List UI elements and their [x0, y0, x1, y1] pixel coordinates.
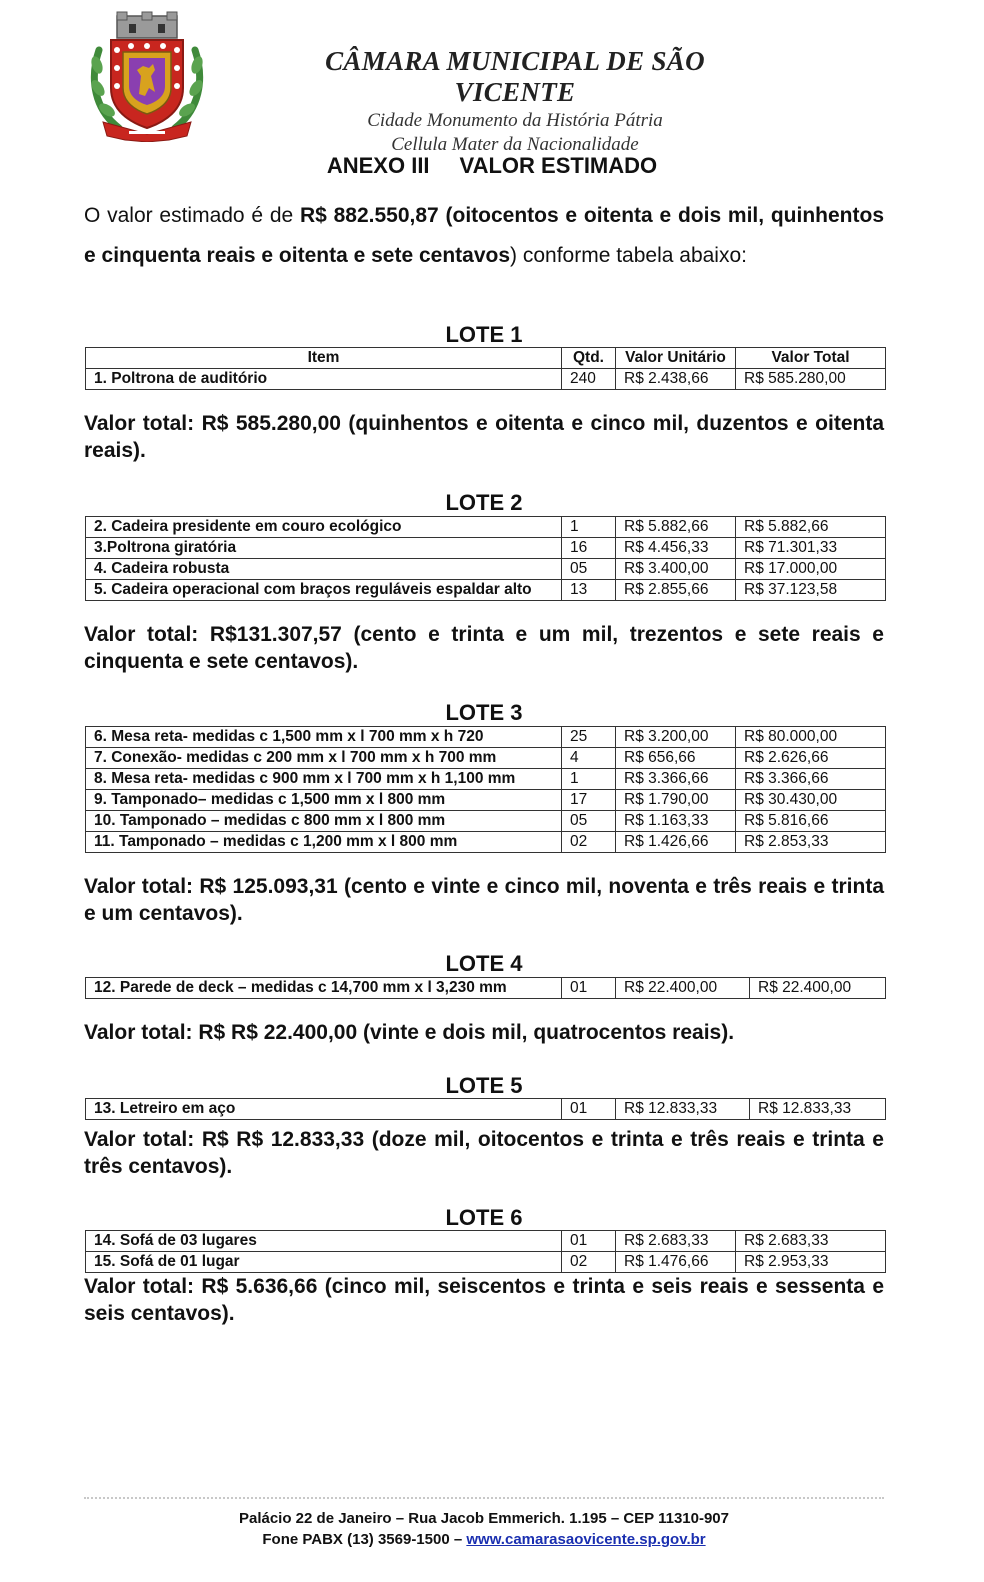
- unit-cell: R$ 1.426,66: [616, 832, 736, 853]
- lot-3-table: [85, 726, 886, 853]
- item-cell: 12. Parede de deck – medidas c 14,700 mm x l 3,230 mm: [86, 978, 562, 999]
- qty-cell: 4: [562, 748, 616, 769]
- qty-cell: 16: [562, 538, 616, 559]
- org-motto-1: Cidade Monumento da História Pátria: [367, 110, 663, 131]
- qty-cell: 13: [562, 580, 616, 601]
- lot-6-title: LOTE 6: [445, 1205, 523, 1230]
- letterhead: [280, 46, 750, 156]
- table-row: [86, 559, 886, 580]
- annex-heading: [0, 153, 984, 179]
- table-row: [86, 517, 886, 538]
- item-cell: 9. Tamponado– medidas c 1,500 mm x l 800 mm: [86, 790, 562, 811]
- intro-suffix: ) conforme tabela abaixo:: [510, 244, 747, 267]
- total-cell: R$ 17.000,00: [736, 559, 886, 580]
- lot-5-total: Valor total: R$ R$ 12.833,33 (doze mil, oitocentos e trinta e três reais e trinta e três centavos).: [84, 1128, 884, 1178]
- annex-title: VALOR ESTIMADO: [459, 153, 658, 178]
- org-name: CÂMARA MUNICIPAL DE SÃO VICENTE: [325, 46, 705, 107]
- qty-cell: 05: [562, 559, 616, 580]
- table-row: [86, 1252, 886, 1273]
- item-cell: 13. Letreiro em aço: [86, 1099, 562, 1120]
- footer-phone: Fone PABX (13) 3569-1500 –: [262, 1531, 463, 1548]
- lot-4-total: Valor total: R$ R$ 22.400,00 (vinte e dois mil, quatrocentos reais).: [84, 1021, 735, 1044]
- table-header-row: [86, 348, 886, 369]
- lot-5-table: [85, 1098, 886, 1120]
- qty-cell: 02: [562, 832, 616, 853]
- header-total: Valor Total: [736, 348, 886, 369]
- total-cell: R$ 22.400,00: [750, 978, 886, 999]
- table-row: [86, 811, 886, 832]
- unit-cell: R$ 3.366,66: [616, 769, 736, 790]
- unit-cell: R$ 2.683,33: [616, 1231, 736, 1252]
- lot-2-title: LOTE 2: [445, 490, 523, 515]
- lot-6-total: Valor total: R$ 5.636,66 (cinco mil, seiscentos e trinta e seis reais e sessenta e seis centavos).: [84, 1275, 884, 1325]
- unit-cell: R$ 3.200,00: [616, 727, 736, 748]
- qty-cell: 02: [562, 1252, 616, 1273]
- item-cell: 10. Tamponado – medidas c 800 mm x l 800 mm: [86, 811, 562, 832]
- total-cell: R$ 2.683,33: [736, 1231, 886, 1252]
- total-cell: R$ 80.000,00: [736, 727, 886, 748]
- table-row: [86, 978, 886, 999]
- unit-cell: R$ 12.833,33: [616, 1099, 750, 1120]
- footer-contact: [0, 1529, 968, 1550]
- item-cell: 3.Poltrona giratória: [86, 538, 562, 559]
- total-cell: R$ 71.301,33: [736, 538, 886, 559]
- qty-cell: 1: [562, 769, 616, 790]
- lot-5-title: LOTE 5: [445, 1073, 523, 1098]
- footer: [0, 1508, 968, 1550]
- item-cell: 6. Mesa reta- medidas c 1,500 mm x l 700 mm x h 720: [86, 727, 562, 748]
- footer-divider: [84, 1497, 884, 1499]
- lot-4-table: [85, 977, 886, 999]
- table-row: [86, 1231, 886, 1252]
- unit-cell: R$ 2.855,66: [616, 580, 736, 601]
- qty-cell: 25: [562, 727, 616, 748]
- intro-amount-words: (oitocentos e oitenta e dois mil, quinhentos e cinquenta reais e oitenta e sete centavos: [84, 204, 884, 267]
- table-row: [86, 580, 886, 601]
- footer-address: Palácio 22 de Janeiro – Rua Jacob Emmerich. 1.195 – CEP 11310-907: [238, 1510, 729, 1527]
- table-row: [86, 727, 886, 748]
- lot-3-total: Valor total: R$ 125.093,31 (cento e vinte e cinco mil, noventa e três reais e trinta e um centavos).: [84, 875, 884, 925]
- unit-cell: R$ 1.163,33: [616, 811, 736, 832]
- item-cell: 1. Poltrona de auditório: [86, 369, 562, 390]
- lot-1-total: Valor total: R$ 585.280,00 (quinhentos e oitenta e cinco mil, duzentos e oitenta reais).: [84, 412, 884, 462]
- qty-cell: 01: [562, 1099, 616, 1120]
- total-cell: R$ 12.833,33: [750, 1099, 886, 1120]
- intro-amount: R$ 882.550,87: [299, 204, 439, 227]
- qty-cell: 240: [562, 369, 616, 390]
- unit-cell: R$ 1.790,00: [616, 790, 736, 811]
- qty-cell: 1: [562, 517, 616, 538]
- intro-paragraph: [84, 196, 884, 276]
- header-qty: Qtd.: [562, 348, 616, 369]
- total-cell: R$ 5.816,66: [736, 811, 886, 832]
- total-cell: R$ 30.430,00: [736, 790, 886, 811]
- header-unit: Valor Unitário: [616, 348, 736, 369]
- unit-cell: R$ 22.400,00: [616, 978, 750, 999]
- table-row: [86, 769, 886, 790]
- qty-cell: 01: [562, 1231, 616, 1252]
- table-row: [86, 538, 886, 559]
- table-row: [86, 1099, 886, 1120]
- annex-label: ANEXO III: [326, 153, 430, 178]
- unit-cell: R$ 4.456,33: [616, 538, 736, 559]
- qty-cell: 17: [562, 790, 616, 811]
- table-row: [86, 832, 886, 853]
- item-cell: 15. Sofá de 01 lugar: [86, 1252, 562, 1273]
- lot-1-table: [85, 347, 886, 390]
- total-cell: R$ 2.626,66: [736, 748, 886, 769]
- lot-6-table: [85, 1230, 886, 1273]
- total-cell: R$ 2.853,33: [736, 832, 886, 853]
- website-link[interactable]: www.camarasaovicente.sp.gov.br: [466, 1531, 706, 1548]
- item-cell: 7. Conexão- medidas c 200 mm x l 700 mm x h 700 mm: [86, 748, 562, 769]
- table-row: [86, 790, 886, 811]
- total-cell: R$ 5.882,66: [736, 517, 886, 538]
- item-cell: 5. Cadeira operacional com braços reguláveis espaldar alto: [86, 580, 562, 601]
- unit-cell: R$ 1.476,66: [616, 1252, 736, 1273]
- total-cell: R$ 585.280,00: [736, 369, 886, 390]
- unit-cell: R$ 5.882,66: [616, 517, 736, 538]
- org-motto-2: Cellula Mater da Nacionalidade: [391, 134, 639, 155]
- total-cell: R$ 2.953,33: [736, 1252, 886, 1273]
- item-cell: 14. Sofá de 03 lugares: [86, 1231, 562, 1252]
- item-cell: 4. Cadeira robusta: [86, 559, 562, 580]
- unit-cell: R$ 2.438,66: [616, 369, 736, 390]
- lot-2-table: [85, 516, 886, 601]
- item-cell: 11. Tamponado – medidas c 1,200 mm x l 800 mm: [86, 832, 562, 853]
- table-row: [86, 748, 886, 769]
- lot-1-title: LOTE 1: [445, 322, 523, 347]
- header-item: Item: [86, 348, 562, 369]
- item-cell: 8. Mesa reta- medidas c 900 mm x l 700 mm x h 1,100 mm: [86, 769, 562, 790]
- total-cell: R$ 37.123,58: [736, 580, 886, 601]
- intro-prefix: O valor estimado é de: [84, 204, 294, 227]
- unit-cell: R$ 3.400,00: [616, 559, 736, 580]
- table-row: [86, 369, 886, 390]
- total-cell: R$ 3.366,66: [736, 769, 886, 790]
- lot-2-total: Valor total: R$131.307,57 (cento e trinta e um mil, trezentos e sete reais e cinquenta e sete centavos).: [84, 623, 884, 673]
- coat-of-arms-icon: [85, 10, 209, 142]
- qty-cell: 05: [562, 811, 616, 832]
- lot-3-title: LOTE 3: [445, 700, 523, 725]
- unit-cell: R$ 656,66: [616, 748, 736, 769]
- qty-cell: 01: [562, 978, 616, 999]
- item-cell: 2. Cadeira presidente em couro ecológico: [86, 517, 562, 538]
- lot-4-title: LOTE 4: [445, 951, 523, 976]
